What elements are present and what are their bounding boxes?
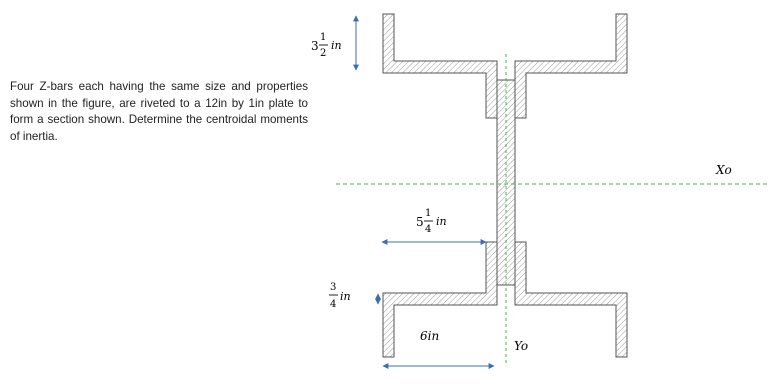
label-thickness	[329, 282, 351, 310]
label-axis-y: Yo	[514, 339, 529, 353]
label-web-depth	[416, 208, 447, 235]
label-axis-x: Xo	[716, 163, 732, 177]
svg-text:in: in	[436, 215, 447, 228]
svg-text:5: 5	[416, 215, 424, 229]
svg-text:3: 3	[330, 282, 337, 293]
z-bar-top-left	[383, 14, 497, 118]
svg-text:3: 3	[311, 39, 319, 53]
svg-text:2: 2	[320, 48, 327, 59]
z-bar-bottom-left	[383, 242, 497, 357]
label-flange-height	[311, 32, 342, 59]
svg-text:1: 1	[425, 208, 432, 219]
svg-text:in: in	[340, 290, 351, 303]
svg-text:1: 1	[320, 32, 327, 43]
label-width: 6in	[420, 329, 440, 343]
svg-text:4: 4	[330, 299, 337, 310]
z-bar-top-right	[515, 14, 627, 118]
problem-statement: Four Z-bars each having the same size and properties shown in the figure, are riveted to a 12in by 1in plate to form a section shown. Determine the centroidal moments of inertia.	[10, 80, 308, 143]
svg-text:in: in	[331, 39, 342, 52]
z-bar-bottom-right	[515, 242, 627, 357]
svg-text:4: 4	[425, 224, 432, 235]
